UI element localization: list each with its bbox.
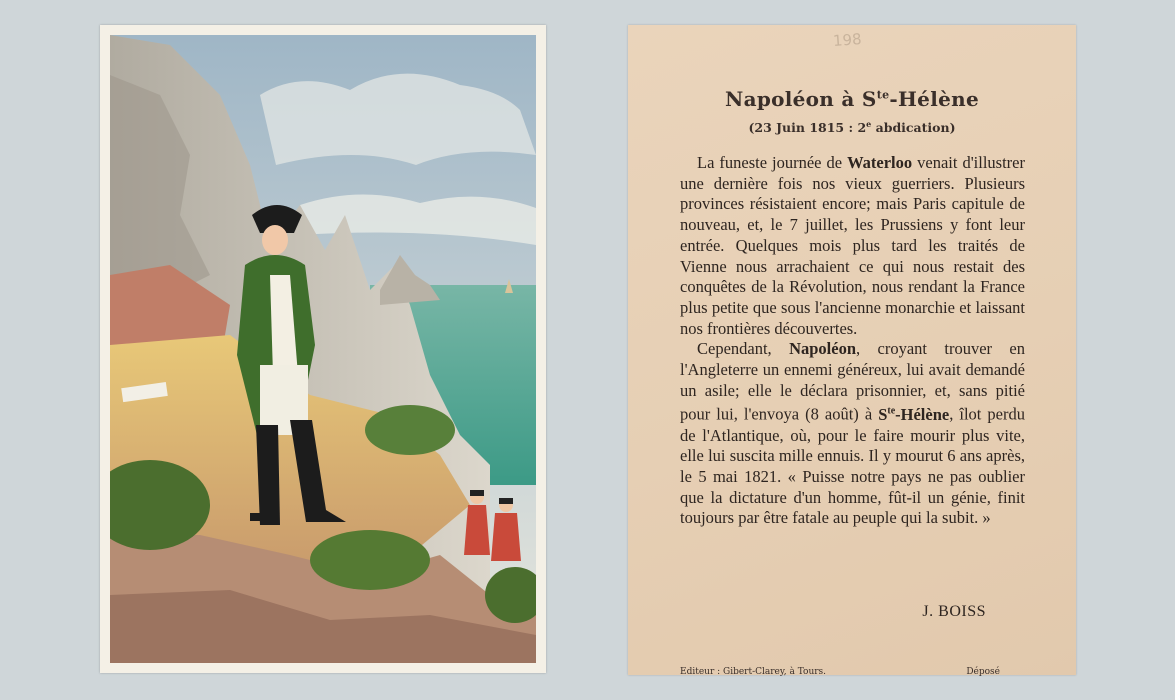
subtitle-sup: e bbox=[866, 119, 872, 129]
title-rest: -Hélène bbox=[889, 87, 979, 111]
p2-b: , croyant trouver en l'Angleterre un ennemi généreux, lui avait demandé un asile; elle le déclara prisonnier, et, sans pitié pour lui, l'envoya (8 août) à bbox=[680, 339, 1025, 424]
back-card bbox=[628, 25, 1076, 675]
paragraph-2 bbox=[680, 339, 1025, 529]
subtitle-b: abdication) bbox=[871, 120, 956, 136]
paragraph-1 bbox=[680, 153, 1025, 339]
publisher-line: Editeur : Gibert-Clarey, à Tours. bbox=[680, 667, 827, 677]
p2-bold-sainte-helene bbox=[878, 405, 949, 424]
p2-a: Cependant, bbox=[697, 339, 790, 359]
title-sup: te bbox=[876, 88, 890, 102]
p2-bold2-rest: -Hélène bbox=[895, 404, 950, 424]
bushes-mid bbox=[310, 530, 430, 590]
body-text bbox=[680, 153, 1025, 529]
p2-bold-napoleon: Napoléon bbox=[789, 339, 857, 359]
p2-bold2: S bbox=[878, 404, 888, 424]
p1-b: venait d'illustrer une dernière fois nos vieux guerriers. Plusieurs provinces résistaient encore; mais Paris capitule de nouveau, et, le 7 juillet, les Prussiens y font leur entrée. Quelques mois plus tard les traités de Vienne nous arrachaient ce qui nous restait des conquêtes de la Révolution, nous rendant la France plus petite que sous l'ancienne monarchie et laissant nos frontières découvertes. bbox=[680, 153, 1025, 338]
p2-bold2-sup: te bbox=[887, 405, 896, 417]
bushes-right bbox=[365, 405, 455, 455]
card-subtitle bbox=[628, 119, 1076, 135]
signature: J. BOISS bbox=[922, 603, 986, 620]
st-helena-illustration bbox=[110, 35, 536, 663]
p1-a: La funeste journée de bbox=[697, 153, 848, 172]
front-card bbox=[100, 25, 546, 673]
subtitle-a: (23 Juin 1815 : 2 bbox=[748, 120, 867, 136]
depose-mark: Déposé bbox=[966, 667, 1000, 677]
corner-mark: 198 bbox=[832, 30, 863, 50]
p1-bold-waterloo: Waterloo bbox=[847, 153, 913, 172]
p2-c: , îlot perdu de l'Atlantique, où, pour le faire mourir plus vite, elle lui suscita mille ennuis. Il y mourut 6 ans après, le 5 mai 1821. « Puisse notre pays ne pas oublier que la dictature d'un homme, fût-il un génie, finit toujours par être fatale au peuple qui la subit. » bbox=[680, 404, 1025, 528]
card-title bbox=[628, 87, 1076, 111]
title-main: Napoléon à S bbox=[724, 87, 877, 111]
